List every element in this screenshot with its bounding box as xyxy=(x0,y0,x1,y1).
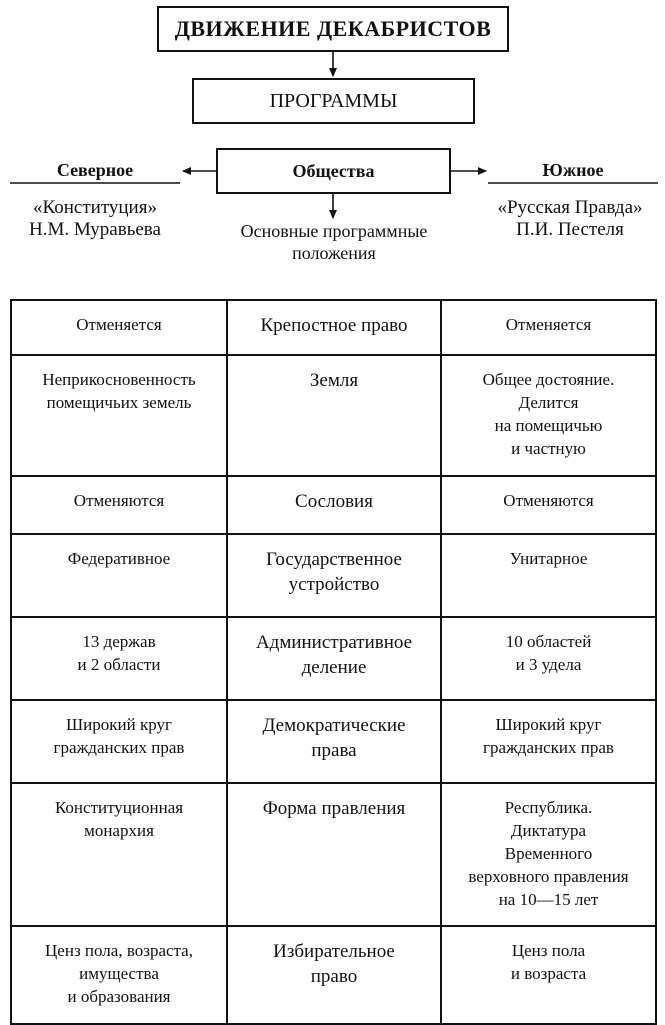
cell-line: Временного xyxy=(504,844,593,863)
cell-line: Отменяется xyxy=(76,315,162,334)
south-cell xyxy=(441,700,656,783)
cell-line: право xyxy=(310,966,358,987)
topic-cell xyxy=(227,783,441,926)
topic-cell xyxy=(227,534,441,617)
main-provisions-caption xyxy=(200,220,468,264)
table-row xyxy=(11,783,656,926)
cell-line: Общее достояние. xyxy=(482,370,615,389)
cell-line: гражданских прав xyxy=(53,738,185,757)
south-doc: «Русская Правда» xyxy=(497,197,643,218)
south-program xyxy=(470,197,665,241)
cell-line: на 10—15 лет xyxy=(498,890,599,909)
caption-line: положения xyxy=(292,243,376,263)
south-society-name: Южное xyxy=(542,160,604,180)
cell-line: Отменяются xyxy=(73,491,165,510)
society-label: Общества xyxy=(292,160,375,181)
table-row xyxy=(11,700,656,783)
north-doc: «Конституция» xyxy=(33,197,157,218)
cell-line: Унитарное xyxy=(509,549,588,568)
north-cell xyxy=(11,534,227,617)
north-cell xyxy=(11,783,227,926)
topic-cell xyxy=(227,476,441,534)
cell-line: Диктатура xyxy=(510,821,587,840)
north-cell xyxy=(11,617,227,700)
cell-line: права xyxy=(311,740,357,761)
cell-line: Сословия xyxy=(295,491,373,512)
cell-line: и частную xyxy=(511,439,586,458)
diagram-title: ДВИЖЕНИЕ ДЕКАБРИСТОВ xyxy=(174,16,492,41)
cell-line: Государственное xyxy=(266,549,402,570)
cell-line: Земля xyxy=(309,370,359,391)
table-row xyxy=(11,617,656,700)
table-row xyxy=(11,476,656,534)
cell-line: Неприкосновенность xyxy=(42,370,196,389)
title-box xyxy=(157,6,509,52)
comparison-table xyxy=(10,299,657,1025)
north-society-name: Северное xyxy=(56,160,134,180)
cell-line: и образования xyxy=(67,987,171,1006)
cell-line: Демократические xyxy=(262,715,406,736)
topic-cell xyxy=(227,926,441,1024)
cell-line: устройство xyxy=(288,574,380,595)
topic-cell xyxy=(227,617,441,700)
programs-label: ПРОГРАММЫ xyxy=(269,89,398,112)
cell-line: помещичьих земель xyxy=(46,393,192,412)
cell-line: Избирательное xyxy=(273,941,395,962)
south-author: П.И. Пестеля xyxy=(516,219,624,240)
cell-line: верховного правления xyxy=(468,867,629,886)
cell-line: Широкий круг xyxy=(495,715,602,734)
cell-line: Административное xyxy=(255,632,413,653)
cell-line: Федеративное xyxy=(67,549,171,568)
cell-line: Широкий круг xyxy=(66,715,172,734)
programs-box xyxy=(192,78,475,124)
north-cell xyxy=(11,476,227,534)
south-cell xyxy=(441,534,656,617)
north-author: Н.М. Муравьева xyxy=(29,219,161,240)
cell-line: деление xyxy=(301,657,367,678)
cell-line: и 2 области xyxy=(77,655,161,674)
north-cell xyxy=(11,700,227,783)
north-cell xyxy=(11,355,227,476)
table-row xyxy=(11,355,656,476)
north-program xyxy=(0,197,190,241)
cell-line: Отменяется xyxy=(505,315,592,334)
cell-line: Республика. xyxy=(504,798,593,817)
table-row xyxy=(11,300,656,355)
topic-cell xyxy=(227,700,441,783)
south-cell xyxy=(441,476,656,534)
cell-line: Ценз пола, возраста, xyxy=(45,941,193,960)
cell-line: монархия xyxy=(84,821,154,840)
south-cell xyxy=(441,783,656,926)
cell-line: Ценз пола xyxy=(511,941,586,960)
north-cell xyxy=(11,300,227,355)
cell-line: Делится xyxy=(518,393,579,412)
caption-line: Основные программные xyxy=(240,221,428,241)
cell-line: 13 держав xyxy=(82,632,156,651)
topic-cell xyxy=(227,355,441,476)
topic-cell xyxy=(227,300,441,355)
table-row xyxy=(11,534,656,617)
cell-line: Отменяются xyxy=(503,491,594,510)
north-cell xyxy=(11,926,227,1024)
south-cell xyxy=(441,926,656,1024)
south-cell xyxy=(441,355,656,476)
society-box xyxy=(216,148,451,194)
cell-line: Крепостное право xyxy=(260,315,408,336)
cell-line: гражданских прав xyxy=(483,738,614,757)
cell-line: и возраста xyxy=(510,964,587,983)
cell-line: имущества xyxy=(79,964,159,983)
south-cell xyxy=(441,300,656,355)
cell-line: на помещичью xyxy=(494,416,603,435)
cell-line: и 3 удела xyxy=(515,655,582,674)
cell-line: Форма правления xyxy=(262,798,406,819)
cell-line: Конституционная xyxy=(54,798,184,817)
table-row xyxy=(11,926,656,1024)
cell-line: 10 областей xyxy=(505,632,592,651)
south-cell xyxy=(441,617,656,700)
